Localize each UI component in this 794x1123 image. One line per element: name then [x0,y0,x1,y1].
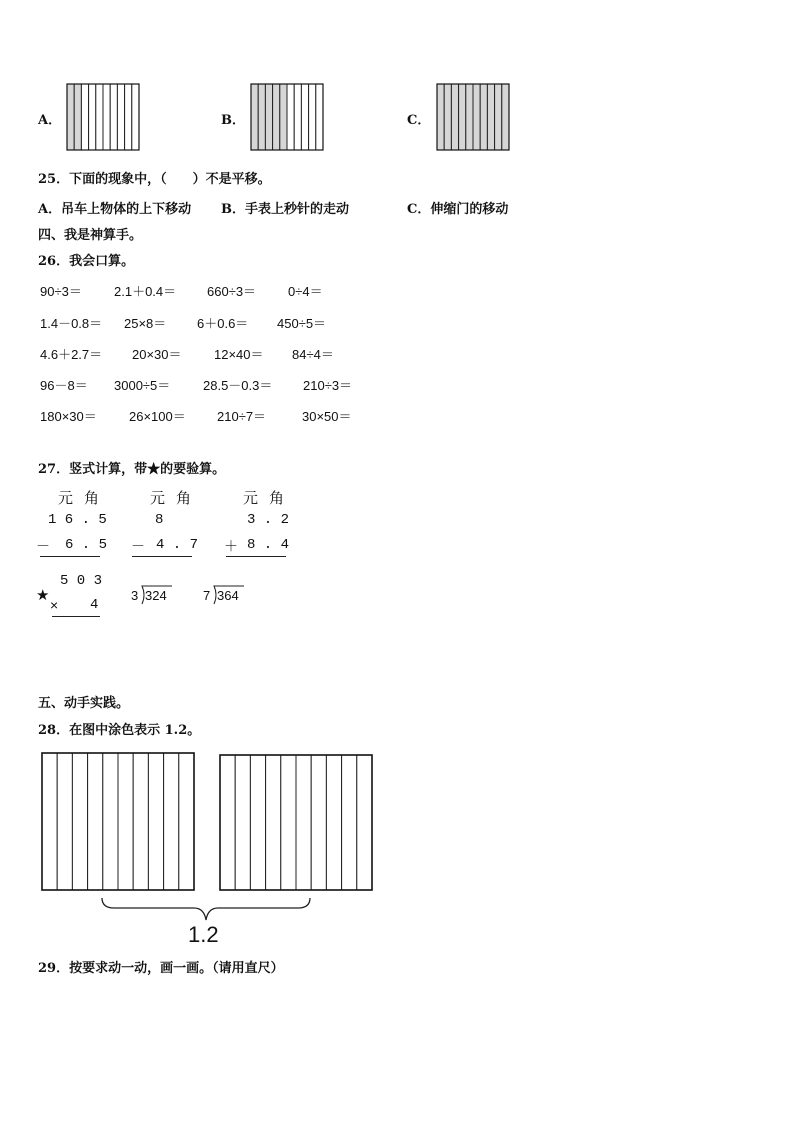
div2-divisor: 7 [203,588,211,603]
unit-yuan: 元 [150,490,166,507]
shaded-column [265,84,272,150]
q26-r0-c2: 660÷3＝ [207,284,257,299]
q25-question: 25．下面的现象中，（ ）不是平移。 [38,172,271,187]
column [81,84,88,150]
q26-r1-c0: 1.4－0.8＝ [40,316,103,331]
column [309,84,316,150]
unit-jiao: 角 [176,490,192,507]
p3-bottom: 8 . 4 [247,537,290,553]
shaded-column [251,84,258,150]
grid-column [42,753,57,890]
q26-r4-c2: 210÷7＝ [217,409,267,424]
column [294,84,301,150]
section-4-heading: 四、我是神算手。 [38,228,143,243]
div1-dividend: 324 [145,588,167,603]
q26-r0-c3: 0÷4＝ [288,284,323,299]
p2-top: 8 [155,512,164,528]
grid-column [118,753,133,890]
q26-r2-c0: 4.6＋2.7＝ [40,347,103,362]
q26-r3-c3: 210÷3＝ [303,378,353,393]
shaded-column [502,84,509,150]
grid-column [164,753,179,890]
p4-line [52,616,100,617]
unit-jiao: 角 [269,490,285,507]
column [110,84,117,150]
q28-grid-left [41,752,197,892]
p1-operator: － [36,538,50,554]
q26-r4-c1: 26×100＝ [129,409,186,424]
div2-dividend: 364 [217,588,239,603]
shaded-column [74,84,81,150]
p4-bottom: 4 [90,597,99,613]
q26-r1-c2: 6＋0.6＝ [197,316,249,331]
option-a-label: A． [38,113,62,128]
div1-divisor: 3 [131,588,139,603]
grid-column [220,755,235,890]
column [103,84,110,150]
grid-column [250,755,265,890]
shaded-column [480,84,487,150]
q25-option-a: A．吊车上物体的上下移动 [38,202,192,217]
column [117,84,124,150]
q26-r1-c3: 450÷5＝ [277,316,327,331]
option-c-figure [436,83,510,151]
grid-column [57,753,72,890]
q26-r2-c1: 20×30＝ [132,347,182,362]
shaded-column [459,84,466,150]
grid-column [88,753,103,890]
column [89,84,96,150]
q26-r4-c3: 30×50＝ [302,409,352,424]
shaded-column [437,84,444,150]
q26-r3-c1: 3000÷5＝ [114,378,171,393]
shaded-column [273,84,280,150]
q26-r3-c0: 96－8＝ [40,378,88,393]
unit-yuan: 元 [58,490,74,507]
q26-r0-c1: 2.1＋0.4＝ [114,284,177,299]
p4-top: 5 0 3 [60,573,103,589]
q26-r4-c0: 180×30＝ [40,409,97,424]
grid-column [296,755,311,890]
grid-column [148,753,163,890]
column [96,84,103,150]
brace [100,896,312,924]
shaded-column [495,84,502,150]
p2-line [132,556,192,557]
section-5-heading: 五、动手实践。 [38,696,130,711]
grid-column [342,755,357,890]
grid-column [72,753,87,890]
grid-column [357,755,372,890]
grid-column [103,753,118,890]
q25-option-c: C．伸缩门的移动 [407,202,509,217]
column [287,84,294,150]
shaded-column [67,84,74,150]
grid-column [235,755,250,890]
unit-jiao: 角 [84,490,100,507]
p4-operator: × [50,597,59,613]
column [316,84,323,150]
q28-grid-right [219,754,375,892]
q26-title: 26．我会口算。 [38,254,135,269]
shaded-column [451,84,458,150]
grid-column [179,753,194,890]
grid-column [281,755,296,890]
p3-top: 3 . 2 [247,512,290,528]
shaded-column [258,84,265,150]
q25-option-b: B．手表上秒针的走动 [221,202,349,217]
option-a-figure [66,83,140,151]
shaded-column [487,84,494,150]
shaded-column [473,84,480,150]
grid-column [133,753,148,890]
p1-bottom: 6 . 5 [65,537,108,553]
q26-r2-c2: 12×40＝ [214,347,264,362]
p2-operator: － [131,538,145,554]
option-b-label: B． [221,113,245,128]
grid-column [266,755,281,890]
option-c-label: C． [407,113,431,128]
q26-r1-c1: 25×8＝ [124,316,167,331]
p2-bottom: 4 . 7 [156,537,199,553]
grid-column [311,755,326,890]
column [125,84,132,150]
p1-top: 1 6 . 5 [48,512,107,528]
q28-label: 1.2 [188,922,219,947]
p1-line [40,556,100,557]
shaded-column [466,84,473,150]
p3-operator: ＋ [224,538,238,554]
option-b-figure [250,83,324,151]
column [301,84,308,150]
column [132,84,139,150]
grid-column [326,755,341,890]
shaded-column [280,84,287,150]
unit-yuan: 元 [243,490,259,507]
q29-title: 29．按要求动一动，画一画。（请用直尺） [38,961,284,976]
q28-title: 28．在图中涂色表示 1.2。 [38,723,201,738]
q26-r0-c0: 90÷3＝ [40,284,82,299]
q27-title: 27．竖式计算，带★的要验算。 [38,462,226,477]
q26-r2-c3: 84÷4＝ [292,347,334,362]
p3-line [226,556,286,557]
q26-r3-c2: 28.5－0.3＝ [203,378,273,393]
star-icon: ★ [36,586,50,604]
shaded-column [444,84,451,150]
